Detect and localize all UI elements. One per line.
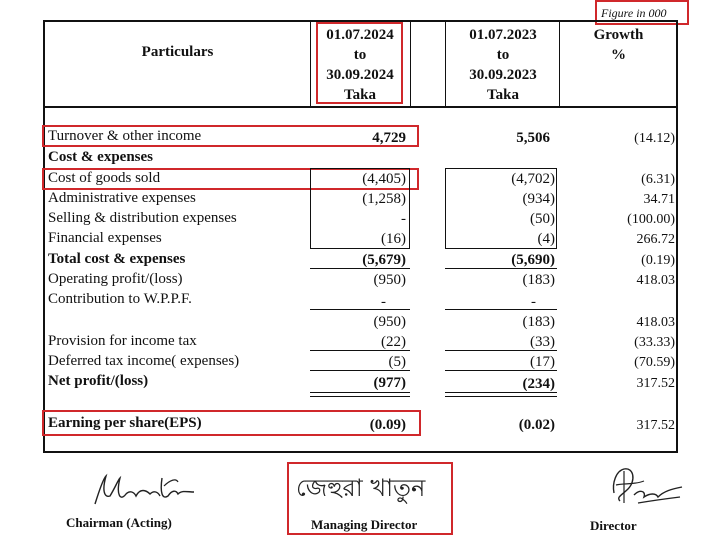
director-label: Director <box>590 518 637 533</box>
row-current-cogs: (4,405) <box>362 171 406 187</box>
row-previous-eps: (0.02) <box>518 417 555 433</box>
row-growth-deferred-tax: (70.59) <box>634 355 675 370</box>
header-growth-unit: % <box>611 47 626 63</box>
col-divider-2 <box>410 20 411 106</box>
row-current-eps: (0.09) <box>369 417 406 433</box>
header-divider <box>43 106 678 108</box>
row-previous-deferred-tax: (17) <box>530 354 555 370</box>
row-label-cost-expenses: Cost & expenses <box>48 149 153 165</box>
row-previous-income-tax: (33) <box>530 334 555 350</box>
row-current-wppf: - <box>381 294 386 310</box>
row-label-operating-profit: Operating profit/(loss) <box>48 271 183 287</box>
row-growth-admin: 34.71 <box>643 192 675 207</box>
underline-deferred-previous <box>445 370 557 371</box>
figure-unit-note: Figure in 000 <box>595 0 689 25</box>
row-current-income-tax: (22) <box>381 334 406 350</box>
header-current-until: 30.09.2024 <box>326 67 394 83</box>
row-previous-cogs: (4,702) <box>511 171 555 187</box>
underline-tax-previous <box>445 350 557 351</box>
underline-deferred-current <box>310 370 410 371</box>
row-growth-operating-profit: 418.03 <box>636 273 675 288</box>
row-current-deferred-tax: (5) <box>388 354 406 370</box>
row-label-net-profit: Net profit/(loss) <box>48 373 149 389</box>
chairman-signature <box>90 468 200 510</box>
underline-total-current <box>310 268 410 269</box>
row-label-turnover: Turnover & other income <box>48 128 202 144</box>
row-current-turnover: 4,729 <box>372 130 406 146</box>
row-growth-selling: (100.00) <box>627 212 675 227</box>
row-label-financial: Financial expenses <box>48 230 162 246</box>
double-underline-net-current <box>310 392 410 397</box>
col-divider-1 <box>310 20 311 106</box>
double-underline-net-previous <box>445 392 557 397</box>
row-growth-eps: 317.52 <box>636 418 675 433</box>
col-divider-3 <box>445 20 446 106</box>
row-growth-financial: 266.72 <box>636 232 675 247</box>
row-previous-pre-tax: (183) <box>522 314 555 330</box>
row-current-total-cost: (5,679) <box>362 252 406 268</box>
row-previous-net-profit: (234) <box>522 376 555 392</box>
row-label-eps: Earning per share(EPS) <box>48 415 202 431</box>
header-previous-unit: Taka <box>487 87 519 103</box>
underline-wppf-current <box>310 309 410 310</box>
row-previous-turnover: 5,506 <box>516 130 550 146</box>
row-previous-financial: (4) <box>537 231 555 247</box>
header-previous-until: 30.09.2023 <box>469 67 537 83</box>
header-current-from: 01.07.2024 <box>326 27 394 43</box>
row-current-operating-profit: (950) <box>373 272 406 288</box>
row-growth-cogs: (6.31) <box>641 172 675 187</box>
row-previous-admin: (934) <box>522 191 555 207</box>
director-signature <box>594 463 689 513</box>
row-label-admin: Administrative expenses <box>48 190 196 206</box>
row-growth-net-profit: 317.52 <box>636 376 675 391</box>
row-previous-operating-profit: (183) <box>522 272 555 288</box>
row-current-net-profit: (977) <box>373 375 406 391</box>
underline-total-previous <box>445 268 557 269</box>
row-label-income-tax: Provision for income tax <box>48 333 197 349</box>
header-previous-to: to <box>496 47 510 63</box>
managing-director-signature: জেহুরা খাতুন <box>296 474 426 502</box>
header-period-previous <box>447 25 559 105</box>
row-growth-pre-tax: 418.03 <box>636 315 675 330</box>
chairman-label: Chairman (Acting) <box>66 515 172 530</box>
row-current-financial: (16) <box>381 231 406 247</box>
row-label-deferred-tax: Deferred tax income( expenses) <box>48 353 240 369</box>
row-label-wppf: Contribution to W.P.P.F. <box>48 291 192 307</box>
row-label-selling: Selling & distribution expenses <box>48 210 237 226</box>
underline-tax-current <box>310 350 410 351</box>
managing-director-label: Managing Director <box>311 517 418 532</box>
header-particulars: Particulars <box>141 44 214 60</box>
header-previous-from: 01.07.2023 <box>469 27 537 43</box>
row-current-selling: - <box>401 211 406 227</box>
underline-wppf-previous <box>445 309 557 310</box>
row-current-admin: (1,258) <box>362 191 406 207</box>
row-growth-income-tax: (33.33) <box>634 335 675 350</box>
row-current-pre-tax: (950) <box>373 314 406 330</box>
row-label-cogs: Cost of goods sold <box>48 170 161 186</box>
row-previous-wppf: - <box>531 294 536 310</box>
header-growth-title: Growth <box>593 27 644 43</box>
row-growth-total-cost: (0.19) <box>641 253 675 268</box>
row-previous-selling: (50) <box>530 211 555 227</box>
header-current-unit: Taka <box>344 87 376 103</box>
row-growth-turnover: (14.12) <box>634 131 675 146</box>
highlight-current-period <box>316 22 403 104</box>
row-previous-total-cost: (5,690) <box>511 252 555 268</box>
row-label-total-cost: Total cost & expenses <box>48 251 186 267</box>
header-current-to: to <box>353 47 367 63</box>
col-divider-4 <box>559 20 560 106</box>
header-growth <box>561 25 676 65</box>
